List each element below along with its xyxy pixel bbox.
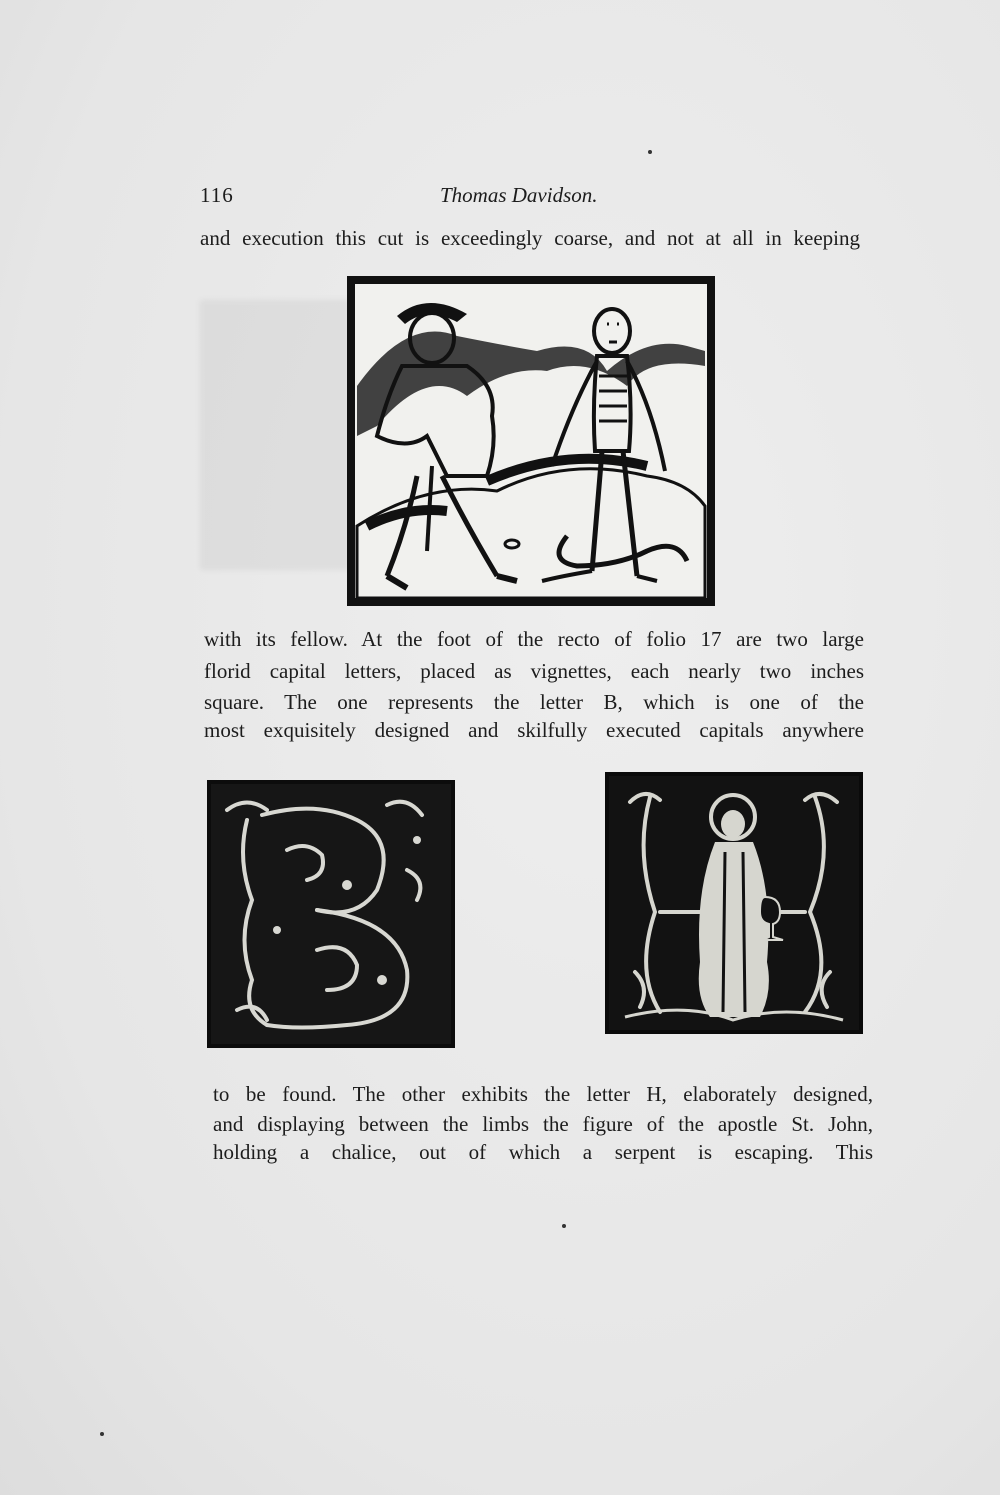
page-header [200,183,866,213]
text-line: holding a chalice, out of which a serpent is escaping. This [213,1140,873,1164]
page-number: 116 [200,183,234,207]
paper-fleck [648,150,652,154]
running-head: Thomas Davidson. [440,183,598,207]
show-through-shadow [200,300,350,570]
text-line: to be found. The other exhibits the letter H, elaborately designed, [213,1082,873,1106]
paper-fleck [562,1224,566,1228]
text-line: and displaying between the limbs the figure of the apostle St. John, [213,1112,873,1136]
woodcut-capital-b [207,780,455,1048]
text-line: with its fellow. At the foot of the recto of folio 17 are two large [204,627,864,651]
paper-fleck [100,1432,104,1436]
woodcut-capital-h-st-john [605,772,863,1034]
text-line: square. The one represents the letter B, which is one of the [204,690,864,714]
text-line: most exquisitely designed and skilfully executed capitals anywhere [204,718,864,742]
woodcut-man-and-death [347,276,715,606]
text-line: and execution this cut is exceedingly coarse, and not at all in keeping [200,226,860,250]
text-line: florid capital letters, placed as vignettes, each nearly two inches [204,659,864,683]
